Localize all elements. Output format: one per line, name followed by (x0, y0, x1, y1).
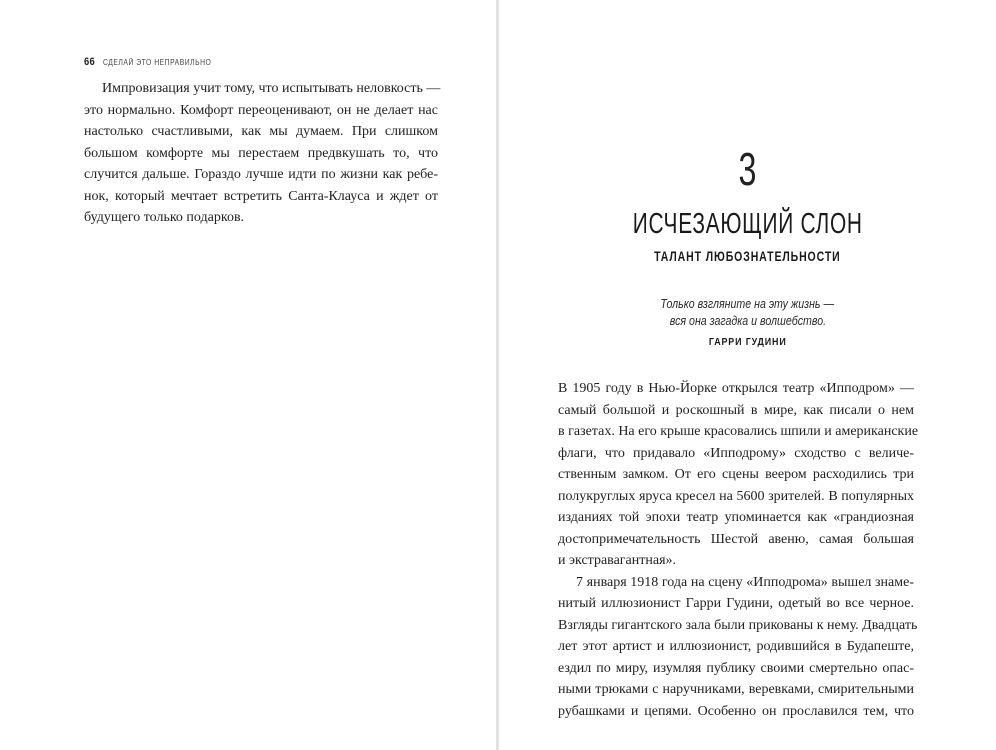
epigraph-line-text: Только взгляните на эту жизнь — (660, 297, 835, 311)
chapter-subtitle (499, 246, 996, 266)
chapter-title (499, 204, 996, 244)
chapter-title-text: ИСЧЕЗАЮЩИЙ СЛОН (632, 208, 863, 240)
text-line: ездил по миру, изумляя публику своими смертельно опас- (558, 660, 914, 676)
text-line: рубашками и цепями. Особенно он прославился тем, что (558, 703, 914, 719)
text-line: будущего только подарков. (84, 210, 245, 225)
text-line: нок, который мечтает встретить Санта-Клауса и ждет от (84, 188, 438, 204)
paragraph (558, 378, 919, 572)
text-line: полукруглых яруса кресел на 5600 зрителей. В популярных (558, 488, 914, 504)
text-line: в газетах. На его крыше красовались шпили и американские (558, 424, 919, 439)
right-page (499, 0, 996, 750)
text-line: ными трюками с наручниками, веревками, смирительными (558, 682, 914, 697)
left-page (0, 0, 497, 750)
epigraph-author-text: ГАРРИ ГУДИНИ (708, 336, 787, 348)
text-line: Импровизация учит тому, что испытывать неловкость — (102, 81, 441, 96)
text-line: случится дальше. Гораздо лучше идти по жизни как ребе- (84, 167, 438, 182)
chapter-subtitle-text: ТАЛАНТ ЛЮБОЗНАТЕЛЬНОСТИ (654, 248, 841, 264)
running-header (84, 52, 231, 70)
text-line: настолько счастливыми, как мы думаем. При слишком (84, 124, 438, 139)
text-line: достопримечательность Шестой авеню, самая большая (558, 531, 914, 547)
paragraph (558, 572, 918, 723)
text-line: самый большой и роскошный в мире, как писали о нем (558, 402, 914, 418)
text-line: лет этот артист и иллюзионист, родившийся в Будапеште, (558, 639, 914, 654)
text-line: ственным замком. От его сцены веером расходились три (558, 467, 914, 482)
running-head-title: СДЕЛАЙ ЭТО НЕПРАВИЛЬНО (103, 58, 212, 67)
epigraph-line (499, 296, 996, 313)
text-line: это нормально. Комфорт переоценивают, он не делает нас (84, 102, 438, 118)
text-line: флаги, что придавало «Ипподрому» сходство с величе- (558, 445, 914, 461)
page-number: 66 (84, 56, 95, 68)
epigraph (499, 296, 996, 349)
epigraph-line (499, 313, 996, 330)
text-line: и экстравагантная». (558, 553, 677, 568)
epigraph-line-text: вся она загадка и волшебство. (669, 314, 826, 328)
chapter-number: 3 (738, 143, 757, 195)
text-line: нитый иллюзионист Гарри Гудини, одетый во все черное. (558, 596, 914, 611)
right-body-text (558, 378, 919, 722)
epigraph-author (499, 335, 996, 349)
text-line: 7 января 1918 года на сцену «Ипподрома» вышел знаме- (576, 574, 914, 590)
text-line: В 1905 году в Нью-Йорке открылся театр «Ипподром» — (558, 381, 914, 396)
text-line: Взгляды гигантского зала были прикованы к нему. Двадцать (558, 617, 918, 633)
text-line: изданиях той эпохи театр упоминается как «грандиозная (558, 510, 914, 525)
paragraph (84, 78, 441, 229)
text-line: большом комфорте мы перестаем предвкушать то, что (84, 145, 438, 161)
left-body-text (84, 78, 441, 229)
